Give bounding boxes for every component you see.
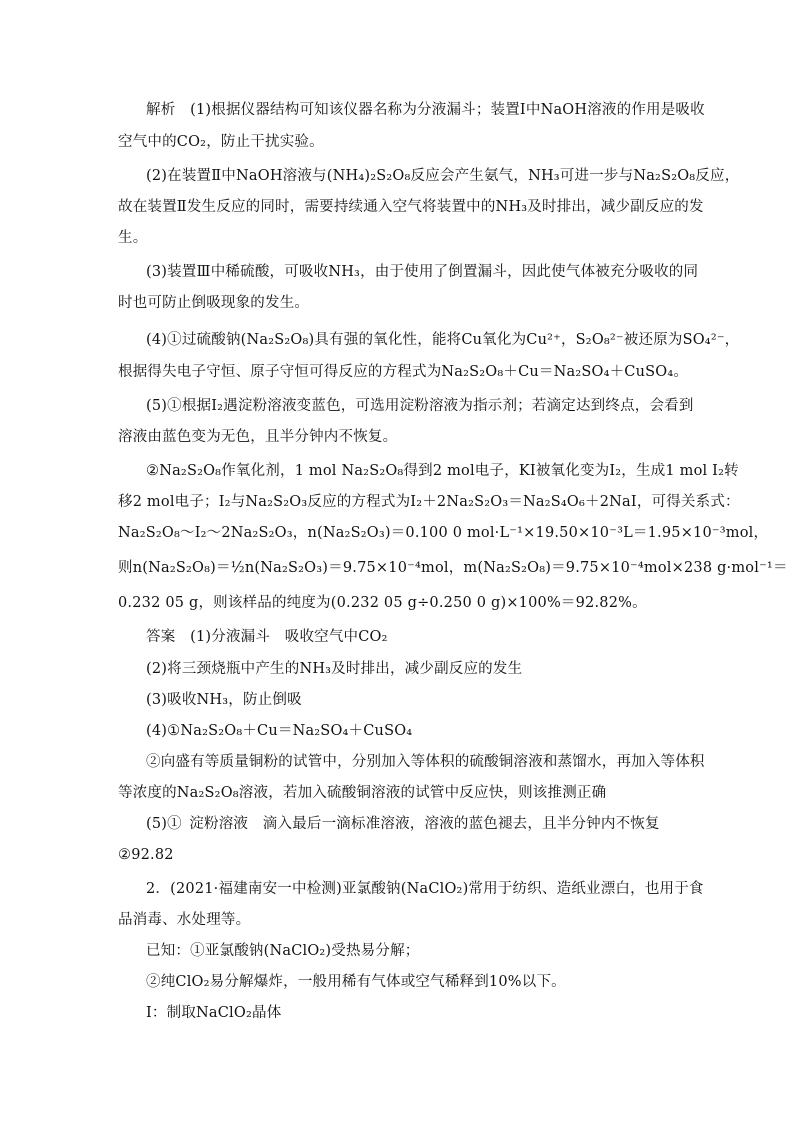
text-line-22: 等浓度的Na₂S₂O₈溶液，若加入硫酸铜溶液的试管中反应快，则该推测正确: [118, 785, 607, 801]
text-line-2: 空气中的CO₂，防止干扰实验。: [118, 134, 324, 150]
text-line-28: ②纯ClO₂易分解爆炸，一般用稀有气体或空气稀释到10%以下。: [146, 974, 566, 990]
text-line-23: (5)① 淀粉溶液 滴入最后一滴标准溶液，溶液的蓝色褪去，且半分钟内不恢复: [146, 816, 660, 832]
text-line-16: 0.232 05 g，则该样品的纯度为(0.232 05 g÷0.250 0 g)×100%＝92.82%。: [118, 595, 647, 611]
text-line-12: ②Na₂S₂O₈作氧化剂，1 mol Na₂S₂O₈得到2 mol电子，KI被氧化变为I₂，生成1 mol I₂转: [146, 463, 739, 479]
text-line-13: 移2 mol电子；I₂与Na₂S₂O₃反应的方程式为I₂＋2Na₂S₂O₃＝Na₂S₄O₆＋2NaI，可得关系式：: [118, 494, 740, 510]
text-line-26: 品消毒、水处理等。: [118, 912, 251, 928]
text-line-9: 根据得失电子守恒、原子守恒可得反应的方程式为Na₂S₂O₈＋Cu＝Na₂SO₄＋CuSO₄。: [118, 364, 689, 380]
text-line-7: 时也可防止倒吸现象的发生。: [118, 295, 310, 311]
text-line-20: (4)①Na₂S₂O₈＋Cu＝Na₂SO₄＋CuSO₄: [146, 723, 413, 739]
text-line-3: (2)在装置Ⅱ中NaOH溶液与(NH₄)₂S₂O₈反应会产生氨气，NH₃可进一步与Na₂S₂O₈反应，: [146, 168, 740, 184]
text-line-25: 2．(2021·福建南安一中检测)亚氯酸钠(NaClO₂)常用于纺织、造纸业漂白，也用于食: [146, 881, 704, 897]
text-line-4: 故在装置Ⅱ发生反应的同时，需要持续通入空气将装置中的NH₃及时排出，减少副反应的发: [118, 199, 704, 215]
text-line-6: (3)装置Ⅲ中稀硫酸，可吸收NH₃，由于使用了倒置漏斗，因此使气体被充分吸收的同: [146, 264, 699, 280]
text-line-8: (4)①过硫酸钠(Na₂S₂O₈)具有强的氧化性，能将Cu氧化为Cu²⁺，S₂O₈²⁻被还原为SO₄²⁻，: [146, 332, 740, 348]
text-line-10: (5)①根据I₂遇淀粉溶液变蓝色，可选用淀粉溶液为指示剂；若滴定达到终点，会看到: [146, 398, 694, 414]
text-line-1: 解析 (1)根据仪器结构可知该仪器名称为分液漏斗；装置Ⅰ中NaOH溶液的作用是吸收: [146, 102, 705, 118]
text-line-29: Ⅰ：制取NaClO₂晶体: [146, 1005, 282, 1021]
text-line-19: (3)吸收NH₃，防止倒吸: [146, 692, 302, 708]
text-line-27: 已知：①亚氯酸钠(NaClO₂)受热易分解；: [146, 943, 420, 959]
text-line-21: ②向盛有等质量铜粉的试管中，分别加入等体积的硫酸铜溶液和蒸馏水，再加入等体积: [146, 754, 705, 770]
text-line-11: 溶液由蓝色变为无色，且半分钟内不恢复。: [118, 429, 398, 445]
text-line-18: (2)将三颈烧瓶中产生的NH₃及时排出，减少副反应的发生: [146, 661, 523, 677]
text-line-5: 生。: [118, 230, 148, 246]
text-line-24: ②92.82: [118, 847, 174, 863]
text-line-14: Na₂S₂O₈～I₂～2Na₂S₂O₃，n(Na₂S₂O₃)＝0.100 0 mol·L⁻¹×19.50×10⁻³L＝1.95×10⁻³mol，: [118, 525, 769, 541]
text-line-17: 答案 (1)分液漏斗 吸收空气中CO₂: [146, 629, 388, 645]
text-line-15: 则n(Na₂S₂O₈)＝½n(Na₂S₂O₃)＝9.75×10⁻⁴mol，m(Na₂S₂O₈)＝9.75×10⁻⁴mol×238 g·mol⁻¹＝: [118, 560, 788, 576]
